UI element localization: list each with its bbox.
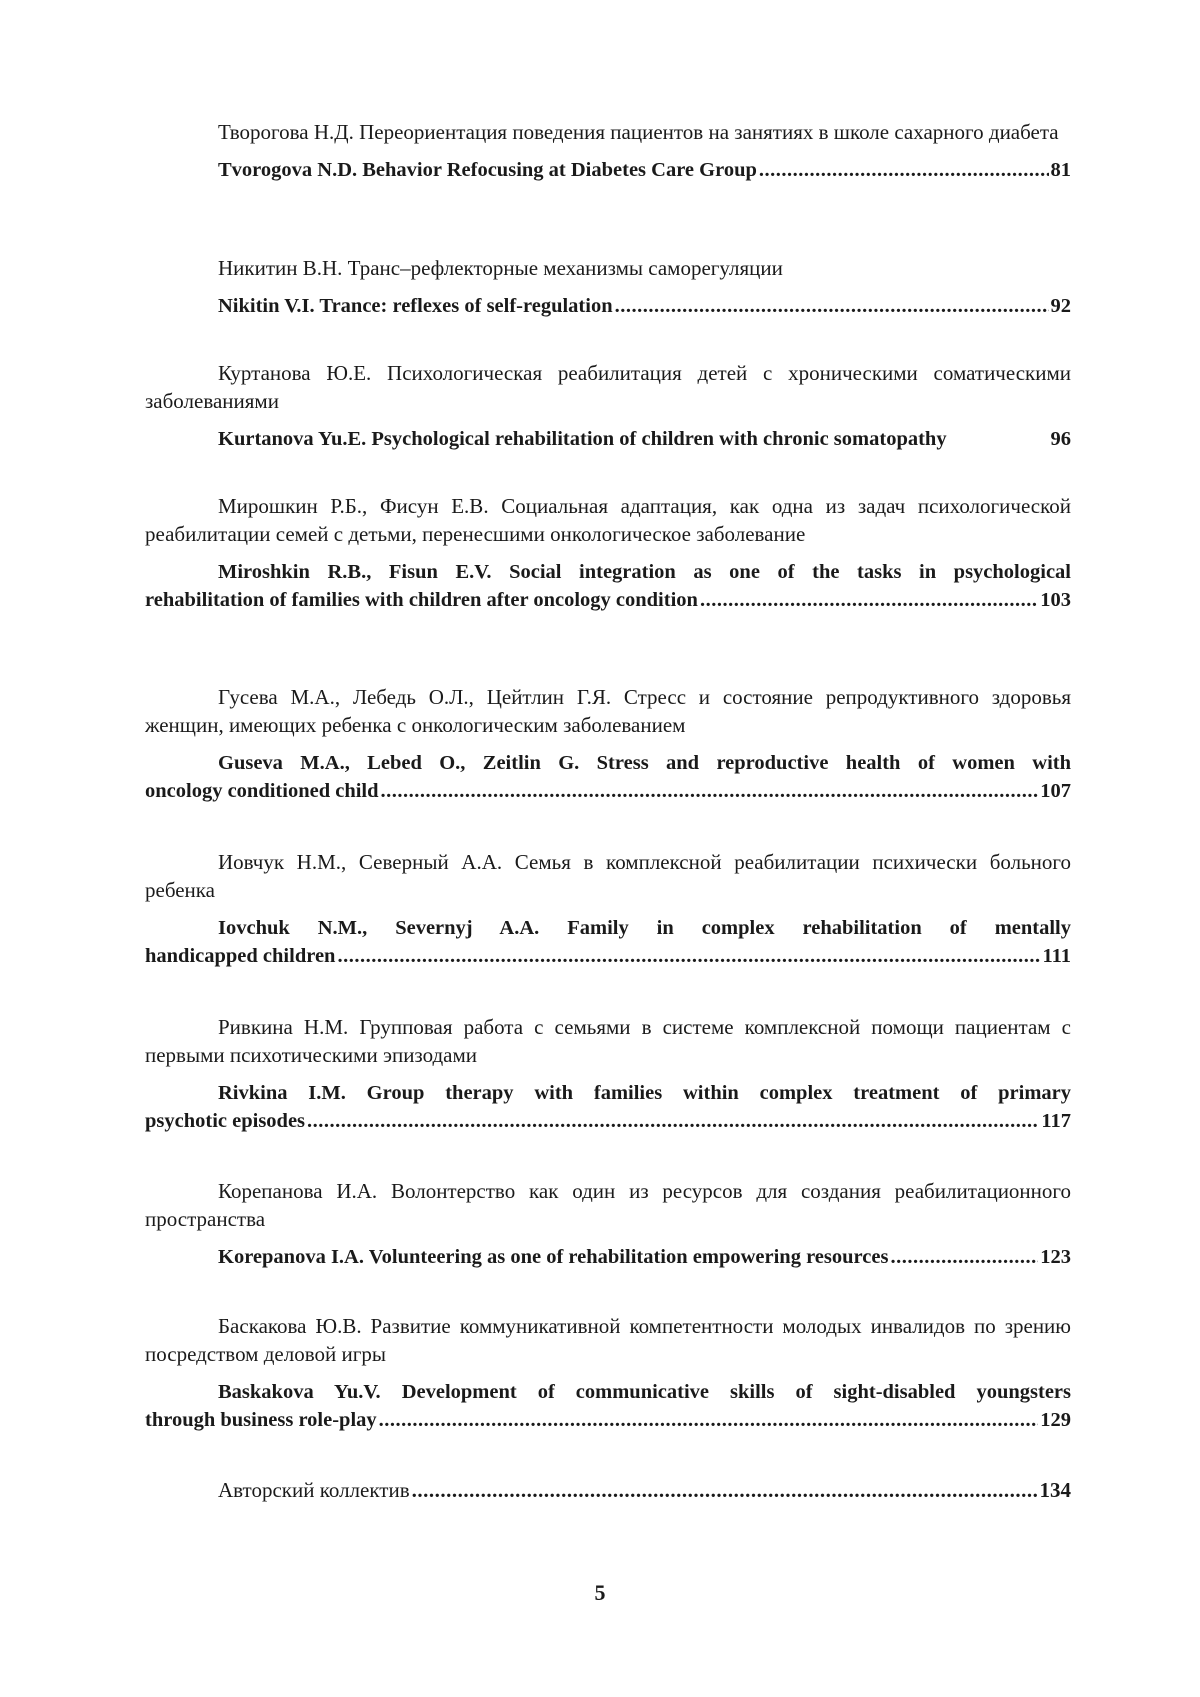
toc-entry — [145, 1312, 1071, 1434]
leader-dots — [890, 1243, 1038, 1271]
entry-title-en-text: oncology conditioned child — [145, 780, 379, 802]
entry-title-ru: Ривкина Н.М. Групповая работа с семьями в системе комплексной помощи пациентам с первыми психотическими эпизодами — [145, 1015, 1071, 1067]
page-ref: 129 — [1040, 1409, 1071, 1431]
entry-title-en-line1[interactable]: Baskakova Yu.V. Development of communicative skills of sight-disabled youngsters — [218, 1381, 1071, 1403]
entry-title-ru: Гусева М.А., Лебедь О.Л., Цейтлин Г.Я. Стресс и состояние репродуктивного здоровья женщин, имеющих ребенка с онкологическим заболеванием — [145, 685, 1071, 737]
entry-title-en-text: through business role-play — [145, 1409, 377, 1431]
entry-title-ru: Корепанова И.А. Волонтерство как один из ресурсов для создания реабилитационного пространства — [145, 1179, 1071, 1231]
entry-title-en-line2[interactable] — [145, 1107, 1071, 1135]
leader-dots — [379, 1406, 1039, 1434]
entry-title-en-text: handicapped children — [145, 945, 336, 967]
entry-title-en[interactable] — [145, 1243, 1071, 1271]
leader-dots — [615, 292, 1049, 320]
leader-dots — [337, 942, 1040, 970]
page-ref: 103 — [1040, 589, 1071, 611]
leader-dots — [412, 1476, 1038, 1504]
toc-entry — [145, 1013, 1071, 1135]
entry-title-ru: Иовчук Н.М., Северный А.А. Семья в комплексной реабилитации психически больного ребенка — [145, 850, 1071, 902]
entry-title-en[interactable] — [145, 156, 1071, 184]
page-ref: 111 — [1042, 945, 1071, 967]
page-number: 5 — [594, 1580, 606, 1605]
toc-entry — [145, 254, 1071, 320]
entry-title-ru: Мирошкин Р.Б., Фисун Е.В. Социальная адаптация, как одна из задач психологической реабилитации семей с детьми, перенесшими онкологическое заболевание — [145, 494, 1071, 546]
toc-entry — [145, 118, 1071, 184]
entry-title-en-line2[interactable] — [145, 942, 1071, 970]
entry-title-en-text: Kurtanova Yu.E. Psychological rehabilitation of children with chronic somatopathy — [218, 428, 947, 450]
entry-title-en-text: Korepanova I.A. Volunteering as one of rehabilitation empowering resources — [218, 1246, 889, 1268]
entry-title-en-text: Tvorogova N.D. Behavior Refocusing at Diabetes Care Group — [218, 159, 757, 181]
entry-title-en[interactable] — [145, 425, 1071, 453]
entry-title-en-line2[interactable] — [145, 777, 1071, 805]
page-ref: 92 — [1050, 295, 1071, 317]
toc-entry — [145, 492, 1071, 614]
entry-title-ru: Куртанова Ю.Е. Психологическая реабилитация детей с хроническими соматическими заболеваниями — [145, 361, 1071, 413]
page-ref: 123 — [1040, 1246, 1071, 1268]
entry-title-en-text: rehabilitation of families with children after oncology condition — [145, 589, 698, 611]
leader-dots — [700, 586, 1038, 614]
leader-dots — [759, 156, 1049, 184]
entry-title-en-line1[interactable]: Iovchuk N.M., Severnyj A.A. Family in complex rehabilitation of mentally — [218, 917, 1071, 939]
entry-title-ru: Баскакова Ю.В. Развитие коммуникативной компетентности молодых инвалидов по зрению посредством деловой игры — [145, 1314, 1071, 1366]
page-ref: 117 — [1041, 1110, 1071, 1132]
page-ref: 81 — [1050, 159, 1071, 181]
entry-title-ru: Никитин В.Н. Транс–рефлекторные механизмы саморегуляции — [218, 256, 783, 280]
entry-title-en-line1[interactable]: Guseva M.A., Lebed O., Zeitlin G. Stress and reproductive health of women with — [218, 752, 1071, 774]
entry-title-en-text: Nikitin V.I. Trance: reflexes of self-regulation — [218, 295, 613, 317]
entry-title-en-line1[interactable]: Miroshkin R.B., Fisun E.V. Social integration as one of the tasks in psychological — [218, 561, 1071, 583]
leader-dots — [381, 777, 1039, 805]
entry-title-en-line1[interactable]: Rivkina I.M. Group therapy with families within complex treatment of primary — [218, 1082, 1071, 1104]
toc-entry — [145, 1177, 1071, 1271]
toc-entry-authors[interactable] — [145, 1476, 1071, 1504]
entry-title-en[interactable] — [145, 292, 1071, 320]
entry-title-en-line2[interactable] — [145, 1406, 1071, 1434]
page-ref: 134 — [1039, 1478, 1071, 1502]
authors-label: Авторский коллектив — [218, 1478, 410, 1502]
toc-entry — [145, 359, 1071, 453]
entry-title-en-line2[interactable] — [145, 586, 1071, 614]
leader-dots — [307, 1107, 1039, 1135]
page-ref: 107 — [1040, 780, 1071, 802]
entry-title-en-text: psychotic episodes — [145, 1110, 306, 1132]
entry-title-ru: Творогова Н.Д. Переориентация поведения пациентов на занятиях в школе сахарного диабета — [218, 120, 1059, 144]
page-ref: 96 — [1050, 428, 1071, 450]
toc-entry — [145, 683, 1071, 805]
toc-entry — [145, 848, 1071, 970]
